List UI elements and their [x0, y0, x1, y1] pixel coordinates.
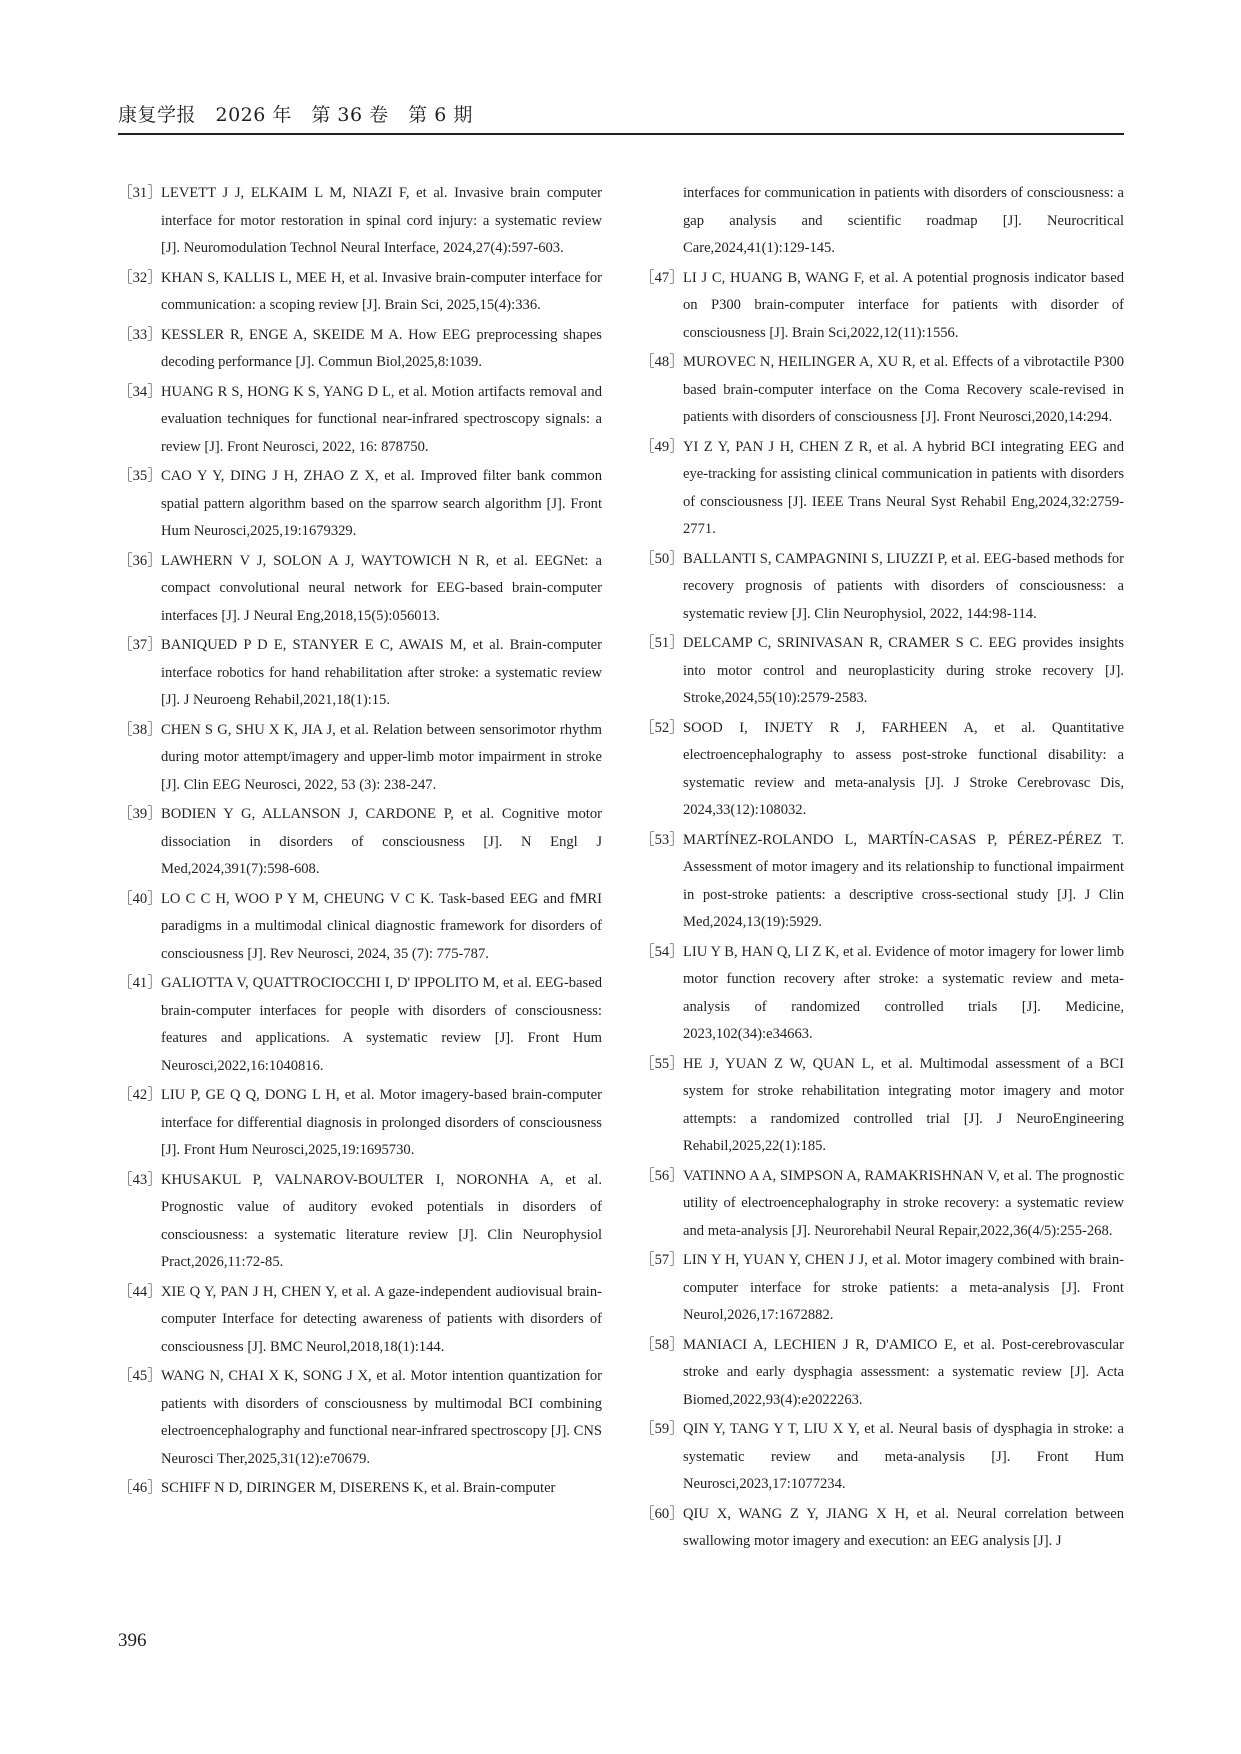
- reference-item: [118, 1475, 602, 1503]
- reference-item: [118, 463, 602, 546]
- reference-number: ［59］: [640, 1421, 684, 1437]
- reference-item: [640, 1051, 1124, 1161]
- reference-text: HUANG R S, HONG K S, YANG D L, et al. Motion artifacts removal and evaluation techniques for functional near-infrared spectroscopy signals: a review [J]. Front Neurosci, 2022, 16: 878750.: [161, 383, 602, 455]
- reference-item: [118, 548, 602, 631]
- reference-text: HE J, YUAN Z W, QUAN L, et al. Multimodal assessment of a BCI system for stroke rehabilitation integrating motor imagery and motor attempts: a randomized controlled trial [J]. J NeuroEngineering Rehabil,2025,22(1):185.: [683, 1055, 1124, 1154]
- reference-item: [640, 715, 1124, 825]
- reference-number: ［36］: [118, 552, 162, 569]
- reference-number: ［35］: [118, 468, 162, 484]
- reference-item: [640, 1247, 1124, 1330]
- reference-number: ［47］: [640, 269, 684, 286]
- reference-text: BANIQUED P D E, STANYER E C, AWAIS M, et al. Brain-computer interface robotics for hand rehabilitation after stroke: a systematic review [J]. J Neuroeng Rehabil,2021,18(1):15.: [161, 637, 602, 708]
- reference-number: ［45］: [118, 1368, 162, 1384]
- reference-number: ［49］: [640, 438, 684, 455]
- reference-text: WANG N, CHAI X K, SONG J X, et al. Motor intention quantization for patients with disorders of consciousness by multimodal BCI combining electroencephalography and functional near-infrared spectroscopy [J]. CNS Neurosci Ther,2025,31(12):e70679.: [161, 1368, 602, 1467]
- reference-item: [640, 1416, 1124, 1499]
- reference-number: ［46］: [118, 1480, 162, 1496]
- reference-text: CHEN S G, SHU X K, JIA J, et al. Relation between sensorimotor rhythm during motor attempt/imagery and upper-limb motor impairment in stroke [J]. Clin EEG Neurosci, 2022, 53 (3): 238-247.: [161, 721, 602, 793]
- page-number: 396: [118, 1630, 147, 1651]
- reference-number: ［44］: [118, 1283, 162, 1300]
- reference-number: ［43］: [118, 1171, 162, 1188]
- reference-number: ［58］: [640, 1336, 684, 1353]
- reference-item: [640, 434, 1124, 544]
- reference-number: ［41］: [118, 975, 162, 991]
- reference-text: MARTÍNEZ-ROLANDO L, MARTÍN-CASAS P, PÉREZ-PÉREZ T. Assessment of motor imagery and its relationship to functional impairment in post-stroke patients: a descriptive cross-sectional study [J]. J Clin Med,2024,13(19):5929.: [683, 831, 1124, 930]
- header-rule: [118, 133, 1124, 135]
- reference-number: ［53］: [640, 831, 684, 848]
- reference-item: [640, 939, 1124, 1049]
- running-header: [118, 100, 1124, 134]
- reference-item: [640, 349, 1124, 432]
- reference-item: [640, 630, 1124, 713]
- reference-item: [118, 379, 602, 462]
- reference-text: SCHIFF N D, DIRINGER M, DISERENS K, et al. Brain-computer: [161, 1480, 556, 1496]
- reference-item: [640, 1501, 1124, 1556]
- reference-item: [118, 632, 602, 715]
- reference-number: ［55］: [640, 1055, 684, 1072]
- reference-text: KESSLER R, ENGE A, SKEIDE M A. How EEG preprocessing shapes decoding performance [J]. Commun Biol,2025,8:1039.: [161, 326, 602, 370]
- reference-item: [118, 801, 602, 884]
- reference-number: ［31］: [118, 185, 162, 201]
- reference-item: [118, 970, 602, 1080]
- reference-text: LEVETT J J, ELKAIM L M, NIAZI F, et al. Invasive brain computer interface for motor restoration in spinal cord injury: a systematic review [J]. Neuromodulation Technol Neural Interface, 2024,27(4):597-603.: [161, 185, 602, 256]
- reference-item: [118, 1082, 602, 1165]
- reference-item: [118, 886, 602, 969]
- reference-text: YI Z Y, PAN J H, CHEN Z R, et al. A hybrid BCI integrating EEG and eye-tracking for assisting clinical communication in patients with disorders of consciousness [J]. IEEE Trans Neural Syst Rehabil Eng,2024,32:2759-2771.: [683, 438, 1124, 537]
- reference-item: [640, 1332, 1124, 1415]
- reference-text: LIU P, GE Q Q, DONG L H, et al. Motor imagery-based brain-computer interface for differential diagnosis in prolonged disorders of consciousness [J]. Front Hum Neurosci,2025,19:1695730.: [161, 1087, 602, 1158]
- reference-number: ［40］: [118, 890, 162, 907]
- reference-number: ［60］: [640, 1505, 684, 1522]
- reference-text: SOOD I, INJETY R J, FARHEEN A, et al. Quantitative electroencephalography to assess post-stroke functional disability: a systematic review and meta-analysis [J]. J Stroke Cerebrovasc Dis, 2024,33(12):108032.: [683, 719, 1124, 818]
- reference-text: MUROVEC N, HEILINGER A, XU R, et al. Effects of a vibrotactile P300 based brain-computer interface on the Coma Recovery scale-revised in patients with disorders of consciousness [J]. Front Neurosci,2020,14:294.: [683, 354, 1124, 425]
- reference-item: [118, 1363, 602, 1473]
- reference-number: ［37］: [118, 637, 162, 653]
- reference-text: CAO Y Y, DING J H, ZHAO Z X, et al. Improved filter bank common spatial pattern algorithm based on the sparrow search algorithm [J]. Front Hum Neurosci,2025,19:1679329.: [161, 468, 602, 539]
- reference-item: [640, 1163, 1124, 1246]
- reference-item: [118, 717, 602, 800]
- reference-text: DELCAMP C, SRINIVASAN R, CRAMER S C. EEG provides insights into motor control and neuroplasticity during stroke recovery [J]. Stroke,2024,55(10):2579-2583.: [683, 635, 1124, 706]
- reference-number: ［51］: [640, 635, 684, 651]
- reference-text: LAWHERN V J, SOLON A J, WAYTOWICH N R, et al. EEGNet: a compact convolutional neural network for EEG-based brain-computer interfaces [J]. J Neural Eng,2018,15(5):056013.: [161, 552, 602, 624]
- reference-text: QIN Y, TANG Y T, LIU X Y, et al. Neural basis of dysphagia in stroke: a systematic review and meta-analysis [J]. Front Hum Neurosci,2023,17:1077234.: [683, 1421, 1124, 1492]
- reference-text: LIU Y B, HAN Q, LI Z K, et al. Evidence of motor imagery for lower limb motor function recovery after stroke: a systematic review and meta-analysis of randomized controlled trials [J]. Medicine, 2023,102(34):e34663.: [683, 943, 1124, 1042]
- reference-column-right: [640, 180, 1124, 1558]
- reference-item: [118, 1279, 602, 1362]
- reference-number: ［48］: [640, 354, 684, 370]
- reference-number: ［33］: [118, 326, 162, 343]
- reference-text: GALIOTTA V, QUATTROCIOCCHI I, D' IPPOLITO M, et al. EEG-based brain-computer interfaces for people with disorders of consciousness: features and applications. A systematic review [J]. Front Hum Neurosci,2022,16:1040816.: [161, 975, 602, 1074]
- reference-number: ［34］: [118, 383, 162, 400]
- reference-number: ［54］: [640, 943, 684, 960]
- reference-text: BODIEN Y G, ALLANSON J, CARDONE P, et al. Cognitive motor dissociation in disorders of consciousness [J]. N Engl J Med,2024,391(7):598-608.: [161, 806, 602, 877]
- reference-text: KHUSAKUL P, VALNAROV-BOULTER I, NORONHA A, et al. Prognostic value of auditory evoked potentials in disorders of consciousness: a systematic literature review [J]. Clin Neurophysiol Pract,2026,11:72-85.: [161, 1171, 602, 1270]
- reference-text: LI J C, HUANG B, WANG F, et al. A potential prognosis indicator based on P300 brain-computer interface for patients with disorder of consciousness [J]. Brain Sci,2022,12(11):1556.: [683, 269, 1124, 341]
- reference-number: ［52］: [640, 719, 684, 736]
- reference-item: [640, 827, 1124, 937]
- reference-number: ［50］: [640, 550, 684, 567]
- reference-text: LIN Y H, YUAN Y, CHEN J J, et al. Motor imagery combined with brain-computer interface for stroke patients: a meta-analysis [J]. Front Neurol,2026,17:1672882.: [683, 1252, 1124, 1323]
- reference-number: ［32］: [118, 269, 162, 286]
- reference-text: BALLANTI S, CAMPAGNINI S, LIUZZI P, et al. EEG-based methods for recovery prognosis of patients with disorders of consciousness: a systematic review [J]. Clin Neurophysiol, 2022, 144:98-114.: [683, 550, 1124, 622]
- reference-number: ［42］: [118, 1087, 162, 1103]
- journal-running-title: 康复学报 2026 年 第 36 卷 第 6 期: [118, 104, 473, 126]
- reference-item: [640, 265, 1124, 348]
- reference-number: ［57］: [640, 1252, 684, 1268]
- reference-text: KHAN S, KALLIS L, MEE H, et al. Invasive brain-computer interface for communication: a scoping review [J]. Brain Sci, 2025,15(4):336.: [161, 269, 602, 313]
- reference-item: [118, 1167, 602, 1277]
- reference-number: ［39］: [118, 806, 162, 822]
- reference-item: [640, 546, 1124, 629]
- reference-text: QIU X, WANG Z Y, JIANG X H, et al. Neural correlation between swallowing motor imagery and execution: an EEG analysis [J]. J: [683, 1505, 1124, 1549]
- reference-text: MANIACI A, LECHIEN J R, D'AMICO E, et al. Post-cerebrovascular stroke and early dysphagia assessment: a systematic review [J]. Acta Biomed,2022,93(4):e2022263.: [683, 1336, 1124, 1408]
- reference-column-left: [118, 180, 602, 1505]
- reference-continuation: [640, 180, 1124, 263]
- reference-text: VATINNO A A, SIMPSON A, RAMAKRISHNAN V, et al. The prognostic utility of electroencephalography in stroke recovery: a systematic review and meta-analysis [J]. Neurorehabil Neural Repair,2022,36(4/5):255-268.: [683, 1167, 1124, 1239]
- reference-item: [118, 180, 602, 263]
- reference-text: XIE Q Y, PAN J H, CHEN Y, et al. A gaze-independent audiovisual brain-computer Interface for detecting awareness of patients with disorders of consciousness [J]. BMC Neurol,2018,18(1):144.: [161, 1283, 602, 1355]
- reference-text: LO C C H, WOO P Y M, CHEUNG V C K. Task-based EEG and fMRI paradigms in a multimodal clinical diagnostic framework for disorders of consciousness [J]. Rev Neurosci, 2024, 35 (7): 775-787.: [161, 890, 602, 962]
- reference-number: ［56］: [640, 1167, 684, 1184]
- reference-item: [118, 322, 602, 377]
- reference-text: interfaces for communication in patients with disorders of consciousness: a gap analysis and scientific roadmap [J]. Neurocritical Care,2024,41(1):129-145.: [683, 185, 1124, 256]
- reference-item: [118, 265, 602, 320]
- reference-number: ［38］: [118, 721, 162, 738]
